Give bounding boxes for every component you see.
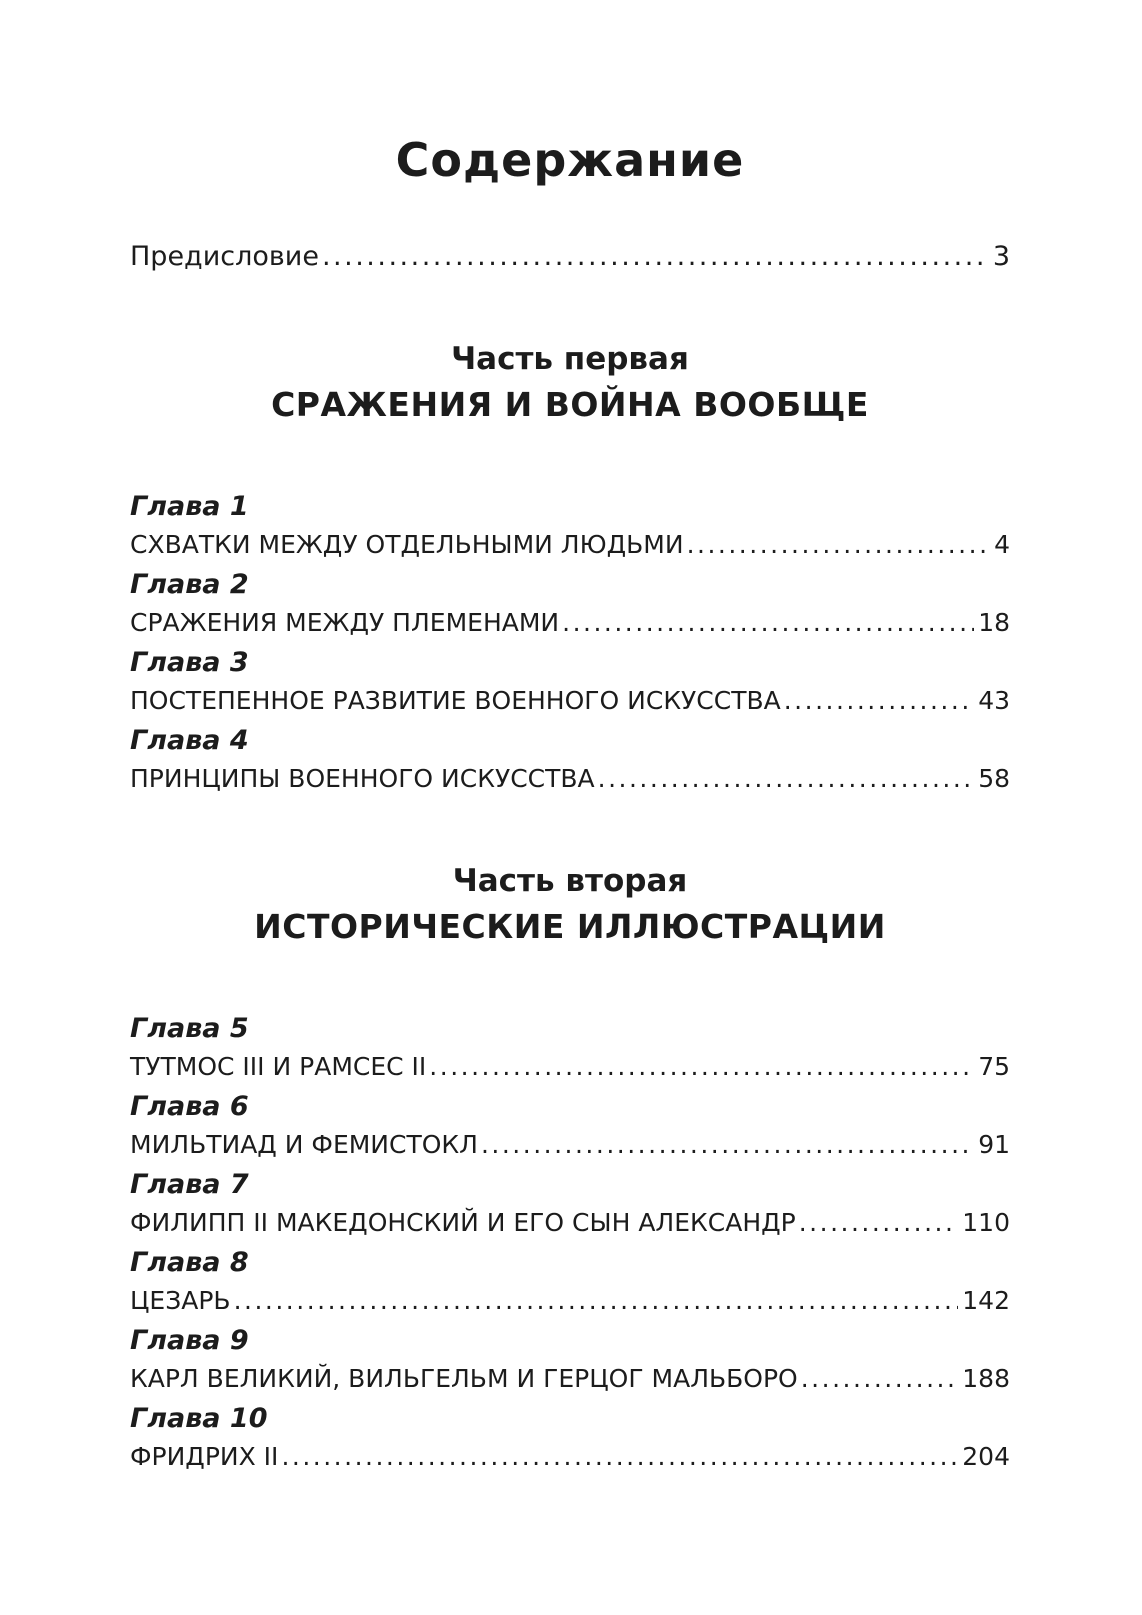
chapter-page-number: 91 — [978, 1130, 1010, 1159]
chapter-entry — [130, 1165, 1010, 1241]
chapter-number: Глава 9 — [130, 1325, 249, 1356]
dot-leader — [562, 605, 974, 641]
chapter-number: Глава 2 — [130, 569, 249, 600]
chapter-entry — [130, 721, 1010, 797]
chapter-title: ПРИНЦИПЫ ВОЕННОГО ИСКУССТВА — [130, 764, 595, 793]
chapter-number: Глава 1 — [130, 491, 249, 522]
dot-leader — [281, 1439, 958, 1475]
dot-leader — [481, 1127, 974, 1163]
chapter-entry — [130, 565, 1010, 641]
preface-label: Предисловие — [130, 241, 319, 272]
chapter-entry — [130, 1243, 1010, 1319]
chapter-title: КАРЛ ВЕЛИКИЙ, ВИЛЬГЕЛЬМ И ГЕРЦОГ МАЛЬБОРО — [130, 1364, 798, 1393]
chapter-title: СХВАТКИ МЕЖДУ ОТДЕЛЬНЫМИ ЛЮДЬМИ — [130, 530, 684, 559]
dot-leader — [801, 1361, 959, 1397]
chapter-page-number: 204 — [962, 1442, 1010, 1471]
chapter-number: Глава 3 — [130, 647, 249, 678]
chapter-number: Глава 8 — [130, 1247, 249, 1278]
chapter-number: Глава 7 — [130, 1169, 249, 1200]
chapter-entry — [130, 643, 1010, 719]
chapter-number: Глава 4 — [130, 725, 249, 756]
chapter-entry — [130, 1009, 1010, 1085]
chapter-entry — [130, 1087, 1010, 1163]
chapter-title: ЦЕЗАРЬ — [130, 1286, 231, 1315]
chapter-page-number: 43 — [978, 686, 1010, 715]
chapter-page-number: 110 — [962, 1208, 1010, 1237]
chapter-page-number: 188 — [962, 1364, 1010, 1393]
chapter-entry — [130, 1399, 1010, 1475]
chapter-number: Глава 10 — [130, 1403, 268, 1434]
dot-leader — [687, 527, 991, 563]
chapter-page-number: 4 — [994, 530, 1010, 559]
chapter-title: ФРИДРИХ II — [130, 1442, 279, 1471]
chapter-title: ПОСТЕПЕННОЕ РАЗВИТИЕ ВОЕННОГО ИСКУССТВА — [130, 686, 781, 715]
page-title: Содержание — [395, 133, 745, 187]
chapter-title: МИЛЬТИАД И ФЕМИСТОКЛ — [130, 1130, 478, 1159]
chapter-number: Глава 5 — [130, 1013, 249, 1044]
part-heading-2 — [130, 859, 1010, 951]
chapter-title: ФИЛИПП II МАКЕДОНСКИЙ И ЕГО СЫН АЛЕКСАНДР — [130, 1208, 796, 1237]
dot-leader — [799, 1205, 959, 1241]
chapter-title: ТУТМОС III И РАМСЕС II — [130, 1052, 427, 1081]
dot-leader — [784, 683, 974, 719]
chapter-page-number: 142 — [962, 1286, 1010, 1315]
preface-entry — [130, 239, 1010, 275]
part-1-label: Часть первая — [451, 341, 689, 377]
chapter-number: Глава 6 — [130, 1091, 249, 1122]
part-1-title: СРАЖЕНИЯ И ВОЙНА ВООБЩЕ — [271, 385, 869, 424]
part-2-label: Часть вторая — [452, 863, 688, 899]
chapter-title: СРАЖЕНИЯ МЕЖДУ ПЛЕМЕНАМИ — [130, 608, 560, 637]
part-2-title: ИСТОРИЧЕСКИЕ ИЛЛЮСТРАЦИИ — [254, 907, 886, 946]
dot-leader — [234, 1283, 959, 1319]
chapter-page-number: 58 — [978, 764, 1010, 793]
chapter-page-number: 18 — [978, 608, 1010, 637]
dot-leader — [598, 761, 975, 797]
part-heading-1 — [130, 337, 1010, 429]
chapter-entry — [130, 1321, 1010, 1397]
chapter-page-number: 75 — [978, 1052, 1010, 1081]
dot-leader — [429, 1049, 974, 1085]
chapter-entry — [130, 487, 1010, 563]
dot-leader — [322, 239, 989, 275]
preface-page-number: 3 — [992, 241, 1010, 272]
